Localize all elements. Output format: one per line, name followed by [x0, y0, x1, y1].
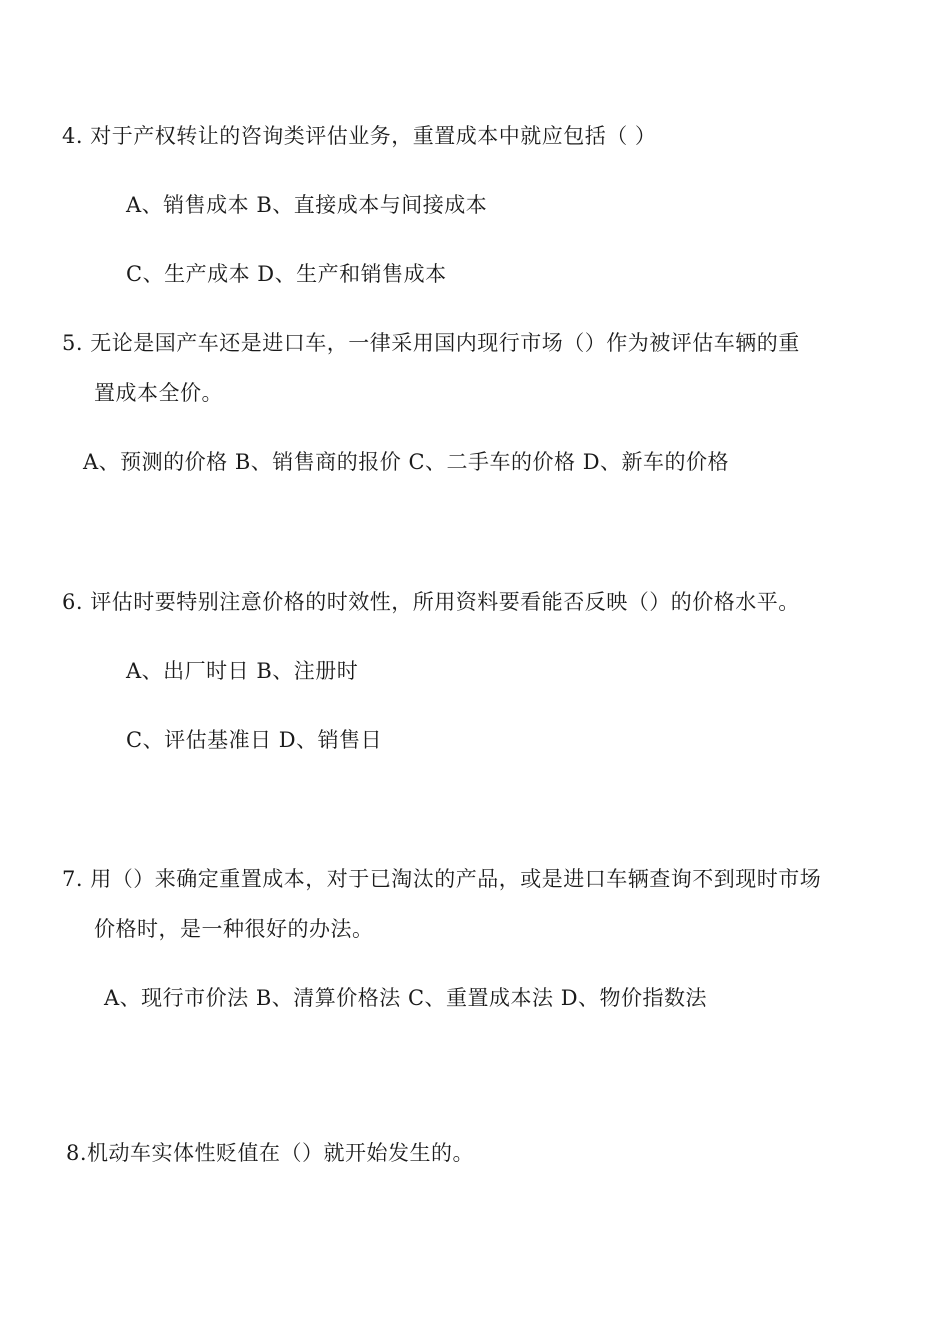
question-4-options-line-2: C、生产成本 D、生产和销售成本: [126, 262, 447, 286]
question-7-stem-continuation: 价格时，是一种很好的办法。: [94, 917, 374, 941]
question-4-options-line-1: A、销售成本 B、直接成本与间接成本: [126, 193, 488, 217]
question-6-stem: 6. 评估时要特别注意价格的时效性，所用资料要看能否反映（）的价格水平。: [62, 590, 800, 614]
question-5-options: A、预测的价格 B、销售商的报价 C、二手车的价格 D、新车的价格: [83, 450, 730, 474]
question-7-options: A、现行市价法 B、清算价格法 C、重置成本法 D、物价指数法: [104, 986, 708, 1010]
question-4-stem: 4. 对于产权转让的咨询类评估业务，重置成本中就应包括（ ）: [62, 124, 657, 148]
question-5-stem: 5. 无论是国产车还是进口车，一律采用国内现行市场（）作为被评估车辆的重: [62, 331, 800, 355]
question-6-options-line-2: C、评估基准日 D、销售日: [126, 728, 383, 752]
question-8-stem: 8.机动车实体性贬值在（）就开始发生的。: [66, 1141, 475, 1165]
question-5-stem-continuation: 置成本全价。: [94, 381, 223, 405]
question-6-options-line-1: A、出厂时日 B、注册时: [126, 659, 359, 683]
question-7-stem: 7. 用（）来确定重置成本，对于已淘汰的产品，或是进口车辆查询不到现时市场: [62, 867, 822, 891]
